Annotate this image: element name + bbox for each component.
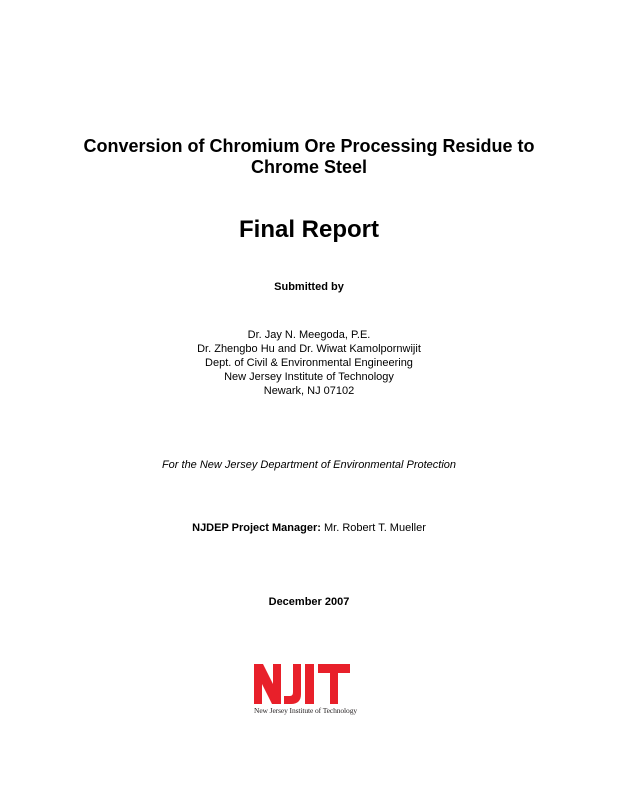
submitted-by-label: Submitted by xyxy=(274,281,344,293)
sponsor-line: For the New Jersey Department of Environmental Protection xyxy=(161,459,457,471)
report-title xyxy=(0,136,618,178)
institution-line: New Jersey Institute of Technology xyxy=(224,371,394,383)
title-line-1: Conversion of Chromium Ore Processing Residue to xyxy=(83,136,535,156)
project-manager-label: NJDEP Project Manager: xyxy=(192,522,321,534)
report-heading: Final Report xyxy=(238,216,379,243)
title-line-2: Chrome Steel xyxy=(250,157,368,177)
department-line: Dept. of Civil & Environmental Engineering xyxy=(205,357,413,369)
njit-logo-mark-icon xyxy=(254,664,364,704)
njit-logo-wordmark: New Jersey Institute of Technology xyxy=(254,706,357,715)
author-block xyxy=(0,328,618,398)
project-manager-name: Mr. Robert T. Mueller xyxy=(323,522,426,534)
address-line: Newark, NJ 07102 xyxy=(263,385,355,397)
author-line: Dr. Jay N. Meegoda, P.E. xyxy=(247,329,371,341)
report-date: December 2007 xyxy=(268,596,350,608)
njit-logo xyxy=(254,664,366,718)
project-manager-line xyxy=(0,522,618,535)
author-line: Dr. Zhengbo Hu and Dr. Wiwat Kamolpornwijit xyxy=(197,343,421,355)
